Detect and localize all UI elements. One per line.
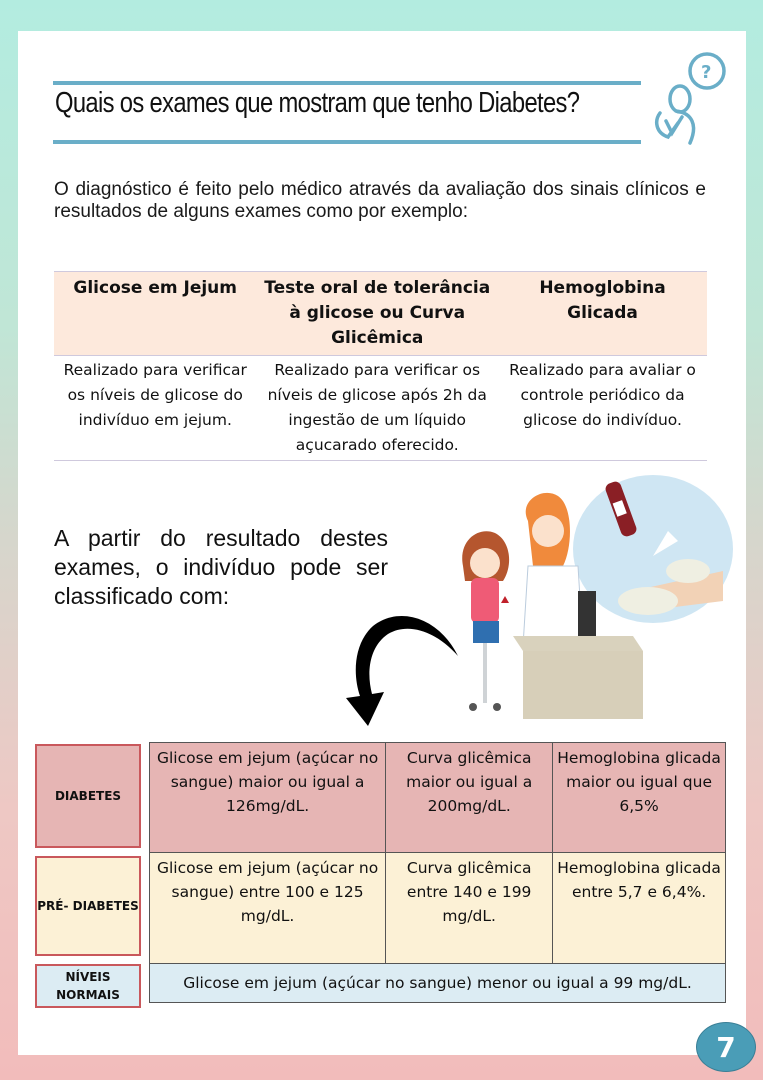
- category-pre-diabetes: PRÉ- DIABETES: [35, 856, 141, 956]
- title-rule-bottom: [53, 140, 641, 144]
- exam-header-fasting: Glicose em Jejum: [54, 272, 256, 356]
- svg-text:?: ?: [701, 62, 712, 83]
- category-diabetes: DIABETES: [35, 744, 141, 848]
- category-normal-levels: NÍVEIS NORMAIS: [35, 964, 141, 1008]
- doctor-drawing-blood-illustration: [433, 471, 733, 721]
- levels-row-normal: [150, 964, 726, 1003]
- exam-desc-fasting: Realizado para verificar os níveis de glicose do indivíduo em jejum.: [54, 356, 256, 461]
- title-rule-top: [53, 81, 641, 85]
- normal-fasting: Glicose em jejum (açúcar no sangue) menor ou igual a 99 mg/dL.: [150, 964, 726, 1003]
- page-number: 7: [696, 1022, 756, 1072]
- page: [18, 31, 746, 1055]
- diabetes-fasting: Glicose em jejum (açúcar no sangue) maior ou igual a 126mg/dL.: [150, 743, 386, 853]
- levels-table: [149, 742, 726, 1003]
- exam-desc-tolerance: Realizado para verificar os níveis de glicose após 2h da ingestão de um líquido açucarado oferecido.: [256, 356, 498, 461]
- intro-paragraph: O diagnóstico é feito pelo médico através da avaliação dos sinais clínicos e resultados de alguns exames como por exemplo:: [54, 179, 706, 222]
- page-title: Quais os exames que mostram que tenho Diabetes?: [55, 87, 580, 119]
- exam-header-tolerance: Teste oral de tolerância à glicose ou Curva Glicêmica: [256, 272, 498, 356]
- levels-row-diabetes: [150, 743, 726, 853]
- pre-diabetes-curve: Curva glicêmica entre 140 e 199 mg/dL.: [386, 853, 553, 964]
- pre-diabetes-hba1c: Hemoglobina glicada entre 5,7 e 6,4%.: [553, 853, 726, 964]
- diabetes-curve: Curva glicêmica maior ou igual a 200mg/dL.: [386, 743, 553, 853]
- exam-desc-hba1c: Realizado para avaliar o controle periódico da glicose do indivíduo.: [498, 356, 707, 461]
- levels-row-pre-diabetes: [150, 853, 726, 964]
- exam-header-hba1c: Hemoglobina Glicada: [498, 272, 707, 356]
- exams-table: [54, 271, 707, 461]
- pre-diabetes-fasting: Glicose em jejum (açúcar no sangue) entre 100 e 125 mg/dL.: [150, 853, 386, 964]
- thinking-person-question-icon: [646, 51, 728, 147]
- curved-arrow-down-icon: [318, 596, 468, 726]
- classification-text: A partir do resultado destes exames, o indivíduo pode ser classificado com:: [54, 525, 388, 609]
- diabetes-hba1c: Hemoglobina glicada maior ou igual que 6,5%: [553, 743, 726, 853]
